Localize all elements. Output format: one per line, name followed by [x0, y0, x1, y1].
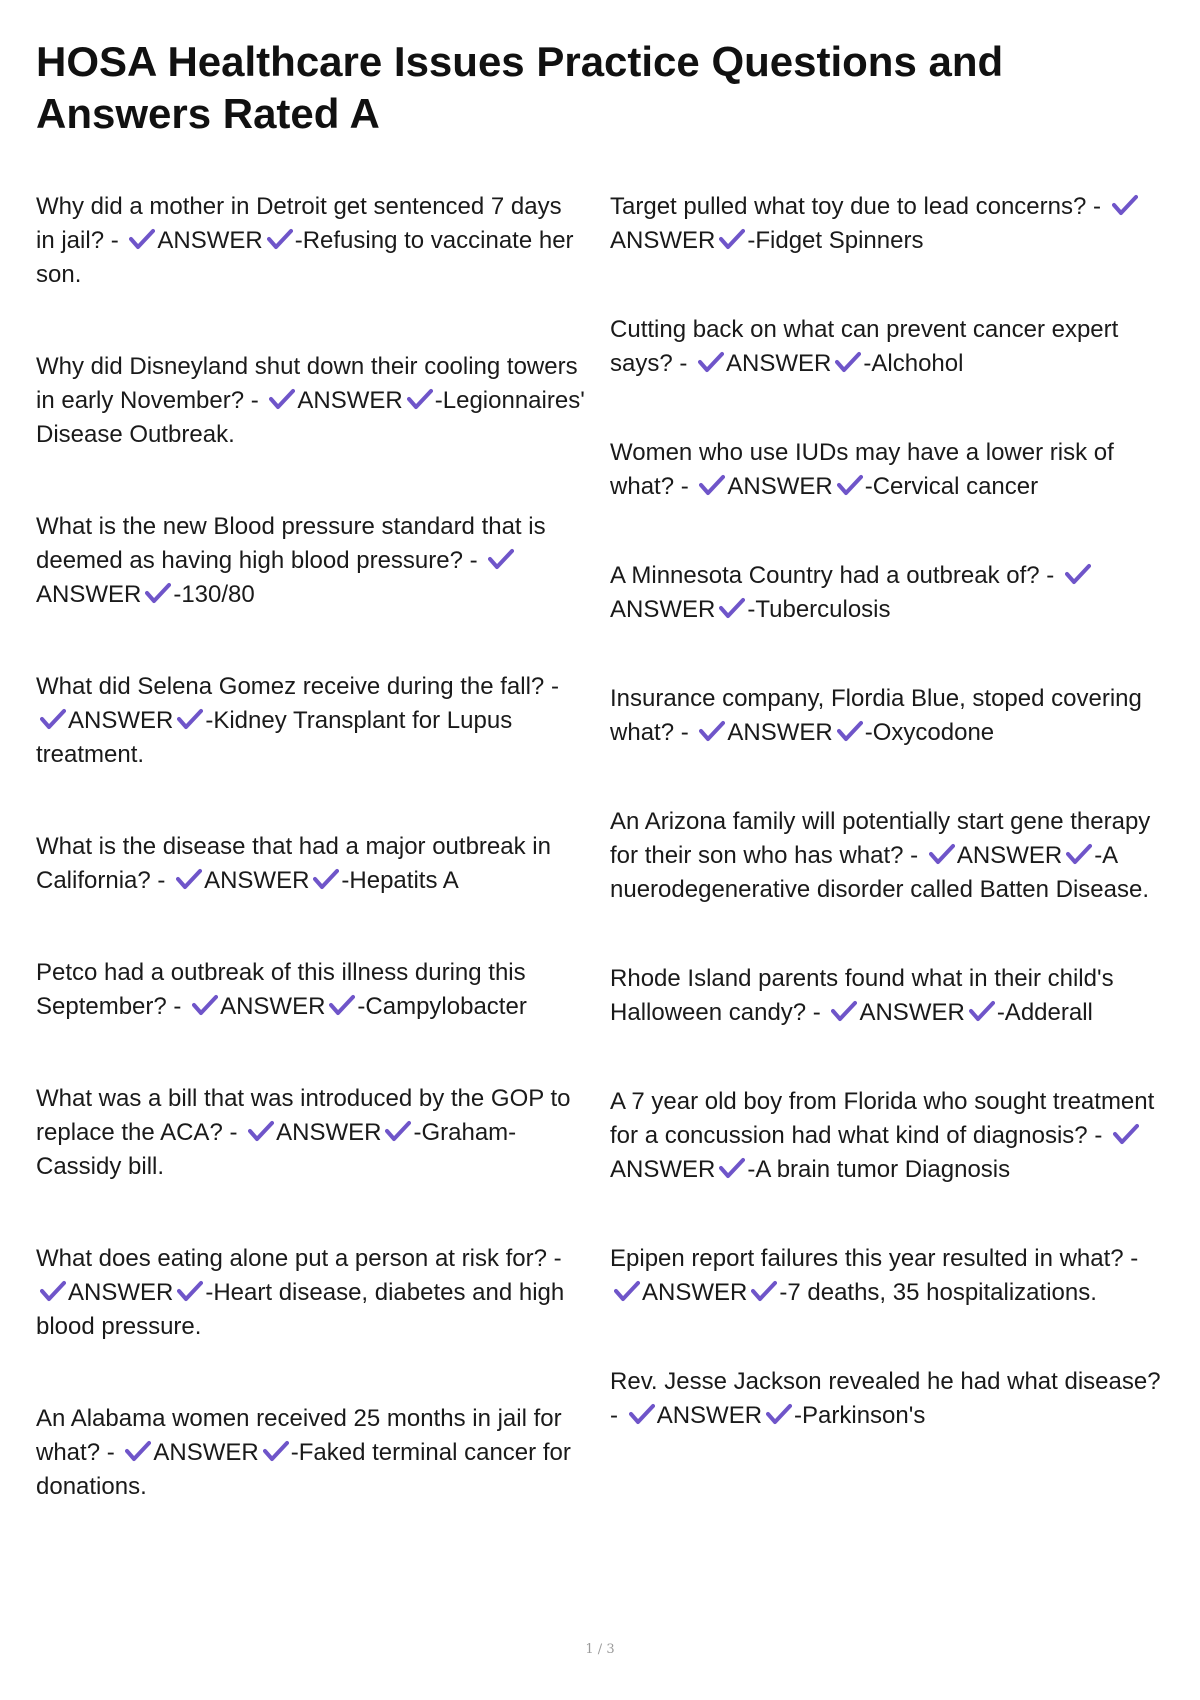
checkmark-icon: [837, 720, 863, 742]
checkmark-icon: [1113, 1123, 1139, 1145]
question-text: Women who use IUDs may have a lower risk of what? -: [610, 439, 1114, 500]
answer-text: -Legionnaires' Disease Outbreak.: [36, 387, 585, 448]
checkmark-icon: [614, 1280, 640, 1302]
question-text: What does eating alone put a person at risk for? -: [36, 1245, 562, 1272]
checkmark-icon: [129, 228, 155, 250]
qa-item: [610, 1365, 1164, 1433]
checkmark-icon: [176, 868, 202, 890]
checkmark-icon: [831, 1000, 857, 1022]
qa-item: [610, 190, 1164, 258]
checkmark-icon: [407, 388, 433, 410]
checkmark-icon: [1065, 563, 1091, 585]
answer-text: -Kidney Transplant for Lupus treatment.: [36, 707, 513, 768]
question-text: Rhode Island parents found what in their child's Halloween candy? -: [610, 965, 1114, 1026]
answer-text: -Refusing to vaccinate her son.: [36, 227, 574, 288]
checkmark-icon: [698, 351, 724, 373]
answer-text: -Tuberculosis: [747, 596, 891, 623]
question-text: Cutting back on what can prevent cancer expert says? -: [610, 316, 1119, 377]
checkmark-icon: [699, 720, 725, 742]
answer-text: -Alchohol: [863, 350, 964, 377]
checkmark-icon: [40, 708, 66, 730]
answer-label: ANSWER: [656, 1402, 763, 1429]
checkmark-icon: [263, 1440, 289, 1462]
question-text: What is the disease that had a major outbreak in California? -: [36, 833, 551, 894]
answer-label: ANSWER: [956, 842, 1063, 869]
answer-label: ANSWER: [220, 993, 326, 1020]
checkmark-icon: [145, 582, 171, 604]
answer-label: ANSWER: [859, 999, 965, 1026]
answer-text: -Faked terminal cancer for donations.: [36, 1439, 571, 1500]
answer-label: ANSWER: [204, 867, 310, 894]
answer-text: -Adderall: [996, 999, 1093, 1026]
answer-label: ANSWER: [610, 227, 716, 254]
qa-item: [610, 313, 1164, 381]
answer-text: -Campylobacter: [357, 993, 527, 1020]
answer-text: -Fidget Spinners: [747, 227, 924, 254]
qa-item: [610, 559, 1164, 627]
answer-label: ANSWER: [276, 1119, 382, 1146]
question-text: Insurance company, Flordia Blue, stoped covering what? -: [610, 685, 1142, 746]
question-text: An Arizona family will potentially start gene therapy for their son who has what? -: [610, 808, 1151, 869]
qa-item: [610, 1242, 1164, 1310]
checkmark-icon: [267, 228, 293, 250]
answer-label: ANSWER: [297, 387, 403, 414]
answer-text: -Hepatits A: [341, 867, 459, 894]
qa-item: [610, 1085, 1164, 1187]
answer-text: -Graham-Cassidy bill.: [36, 1119, 517, 1180]
qa-item: [36, 510, 586, 612]
checkmark-icon: [837, 474, 863, 496]
answer-text: -Oxycodone: [864, 719, 995, 746]
answer-text: -A brain tumor Diagnosis: [747, 1156, 1011, 1183]
answer-label: ANSWER: [36, 581, 142, 608]
qa-item: [36, 1242, 586, 1344]
checkmark-icon: [385, 1120, 411, 1142]
checkmark-icon: [125, 1440, 151, 1462]
checkmark-icon: [329, 994, 355, 1016]
question-text: A Minnesota Country had a outbreak of? -: [610, 562, 1061, 589]
question-text: Petco had a outbreak of this illness during this September? -: [36, 959, 526, 1020]
qa-item: [610, 436, 1164, 504]
checkmark-icon: [269, 388, 295, 410]
answer-label: ANSWER: [727, 719, 833, 746]
qa-item: [610, 962, 1164, 1030]
question-text: Why did Disneyland shut down their cooling towers in early November? -: [36, 353, 578, 414]
checkmark-icon: [313, 868, 339, 890]
checkmark-icon: [488, 548, 514, 570]
answer-label: ANSWER: [726, 350, 832, 377]
checkmark-icon: [629, 1403, 655, 1425]
answer-text: -Cervical cancer: [864, 473, 1039, 500]
question-text: What was a bill that was introduced by the GOP to replace the ACA? -: [36, 1085, 571, 1146]
left-column: [36, 190, 586, 1562]
checkmark-icon: [248, 1120, 274, 1142]
qa-item: [36, 956, 586, 1024]
qa-columns: [36, 190, 1164, 1562]
qa-item: [36, 1402, 586, 1504]
checkmark-icon: [1066, 843, 1092, 865]
checkmark-icon: [835, 351, 861, 373]
answer-text: -Heart disease, diabetes and high blood pressure.: [36, 1279, 565, 1340]
answer-label: ANSWER: [68, 707, 174, 734]
answer-label: ANSWER: [153, 1439, 259, 1466]
checkmark-icon: [177, 1280, 203, 1302]
checkmark-icon: [766, 1403, 792, 1425]
checkmark-icon: [751, 1280, 777, 1302]
checkmark-icon: [719, 597, 745, 619]
qa-item: [610, 682, 1164, 750]
answer-text: -A nuerodegenerative disorder called Batten Disease.: [610, 842, 1150, 903]
question-text: Why did a mother in Detroit get sentenced 7 days in jail? -: [36, 193, 562, 254]
page-indicator: 1 / 3: [585, 1642, 615, 1657]
right-column: [610, 190, 1164, 1562]
answer-text: -130/80: [173, 581, 255, 608]
document-title: HOSA Healthcare Issues Practice Questions and Answers Rated A: [36, 38, 1004, 137]
answer-text: -Parkinson's: [794, 1402, 926, 1429]
question-text: Rev. Jesse Jackson revealed he had what disease? -: [610, 1368, 1161, 1429]
answer-label: ANSWER: [642, 1279, 748, 1306]
checkmark-icon: [177, 708, 203, 730]
checkmark-icon: [40, 1280, 66, 1302]
answer-label: ANSWER: [157, 227, 263, 254]
answer-label: ANSWER: [727, 473, 833, 500]
question-text: Epipen report failures this year resulted in what? -: [610, 1245, 1139, 1272]
checkmark-icon: [1112, 194, 1138, 216]
answer-label: ANSWER: [610, 1156, 716, 1183]
qa-item: [36, 350, 586, 452]
checkmark-icon: [969, 1000, 995, 1022]
question-text: An Alabama women received 25 months in jail for what? -: [36, 1405, 562, 1466]
checkmark-icon: [192, 994, 218, 1016]
qa-item: [610, 805, 1164, 907]
checkmark-icon: [699, 474, 725, 496]
answer-text: -7 deaths, 35 hospitalizations.: [779, 1279, 1097, 1306]
qa-item: [36, 190, 586, 292]
answer-label: ANSWER: [68, 1279, 174, 1306]
question-text: A 7 year old boy from Florida who sought treatment for a concussion had what kind of diagnosis? -: [610, 1088, 1155, 1149]
question-text: What did Selena Gomez receive during the fall? -: [36, 673, 559, 700]
checkmark-icon: [929, 843, 955, 865]
answer-label: ANSWER: [610, 596, 716, 623]
qa-item: [36, 1082, 586, 1184]
qa-item: [36, 670, 586, 772]
checkmark-icon: [719, 1157, 745, 1179]
question-text: Target pulled what toy due to lead concerns? -: [610, 193, 1108, 220]
checkmark-icon: [719, 228, 745, 250]
question-text: What is the new Blood pressure standard that is deemed as having high blood pressure? -: [36, 513, 546, 574]
qa-item: [36, 830, 586, 898]
